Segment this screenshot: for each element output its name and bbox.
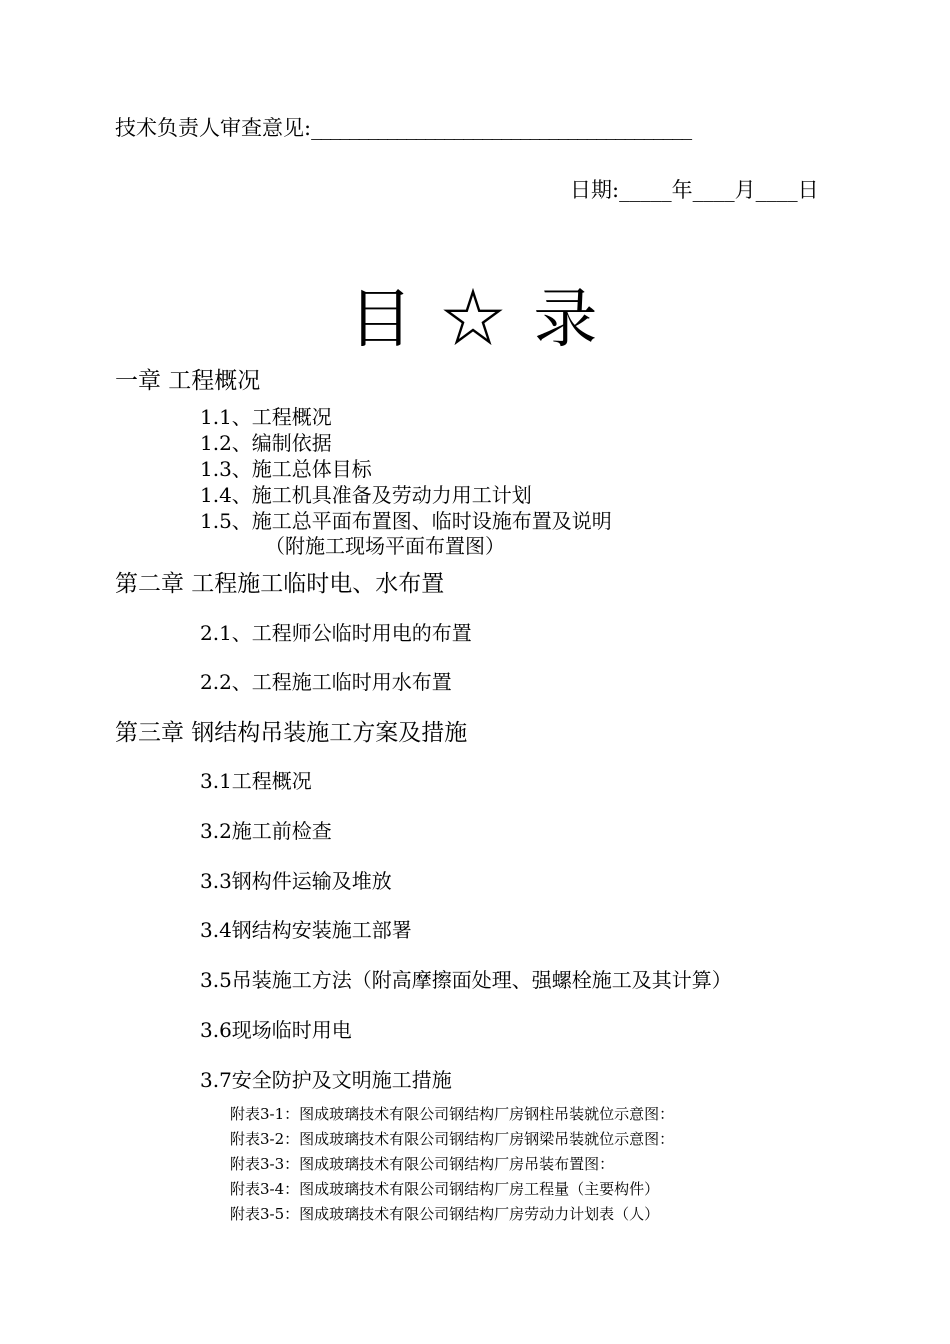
appendix-3-4: 附表3-4：图成玻璃技术有限公司钢结构厂房工程量（主要构件） <box>230 1180 660 1198</box>
toc-item-3-6: 3.6现场临时用电 <box>200 1018 352 1042</box>
review-opinion-line <box>115 112 691 142</box>
date-line: 日期:_____年____月____日 <box>570 178 819 202</box>
review-label: 技术负责人审查意见: <box>115 116 312 140</box>
toc-item-3-4: 3.4钢结构安装施工部署 <box>200 918 412 942</box>
toc-item-1-5-continuation: （附施工现场平面布置图） <box>265 534 505 558</box>
chapter-2-title: 第二章 工程施工临时电、水布置 <box>115 571 445 597</box>
toc-item-1-5: 1.5、施工总平面布置图、临时设施布置及说明 <box>200 509 612 533</box>
toc-item-3-5: 3.5吊装施工方法（附高摩擦面处理、强螺栓施工及其计算） <box>200 968 732 992</box>
appendix-3-2: 附表3-2：图成玻璃技术有限公司钢结构厂房钢梁吊装就位示意图： <box>230 1130 675 1148</box>
toc-title: 目 ☆ 录 <box>348 283 602 357</box>
toc-item-2-1: 2.1、工程师公临时用电的布置 <box>200 621 472 645</box>
toc-item-3-3: 3.3钢构件运输及堆放 <box>200 869 392 893</box>
review-blank-line: ________________________________________ <box>311 116 692 140</box>
appendix-3-3: 附表3-3：图成玻璃技术有限公司钢结构厂房吊装布置图： <box>230 1155 615 1173</box>
toc-item-2-2: 2.2、工程施工临时用水布置 <box>200 670 452 694</box>
toc-item-1-4: 1.4、施工机具准备及劳动力用工计划 <box>200 483 532 507</box>
toc-item-1-1: 1.1、工程概况 <box>200 405 332 429</box>
chapter-3-title: 第三章 钢结构吊装施工方案及措施 <box>115 720 468 746</box>
toc-item-3-7: 3.7安全防护及文明施工措施 <box>200 1068 452 1092</box>
toc-item-3-2: 3.2施工前检查 <box>200 819 332 843</box>
chapter-1-title: 一章 工程概况 <box>115 368 261 394</box>
toc-item-1-2: 1.2、编制依据 <box>200 431 332 455</box>
appendix-3-5: 附表3-5：图成玻璃技术有限公司钢结构厂房劳动力计划表（人） <box>230 1205 660 1223</box>
toc-item-3-1: 3.1工程概况 <box>200 769 312 793</box>
toc-item-1-3: 1.3、施工总体目标 <box>200 457 372 481</box>
appendix-3-1: 附表3-1：图成玻璃技术有限公司钢结构厂房钢柱吊装就位示意图： <box>230 1105 675 1123</box>
